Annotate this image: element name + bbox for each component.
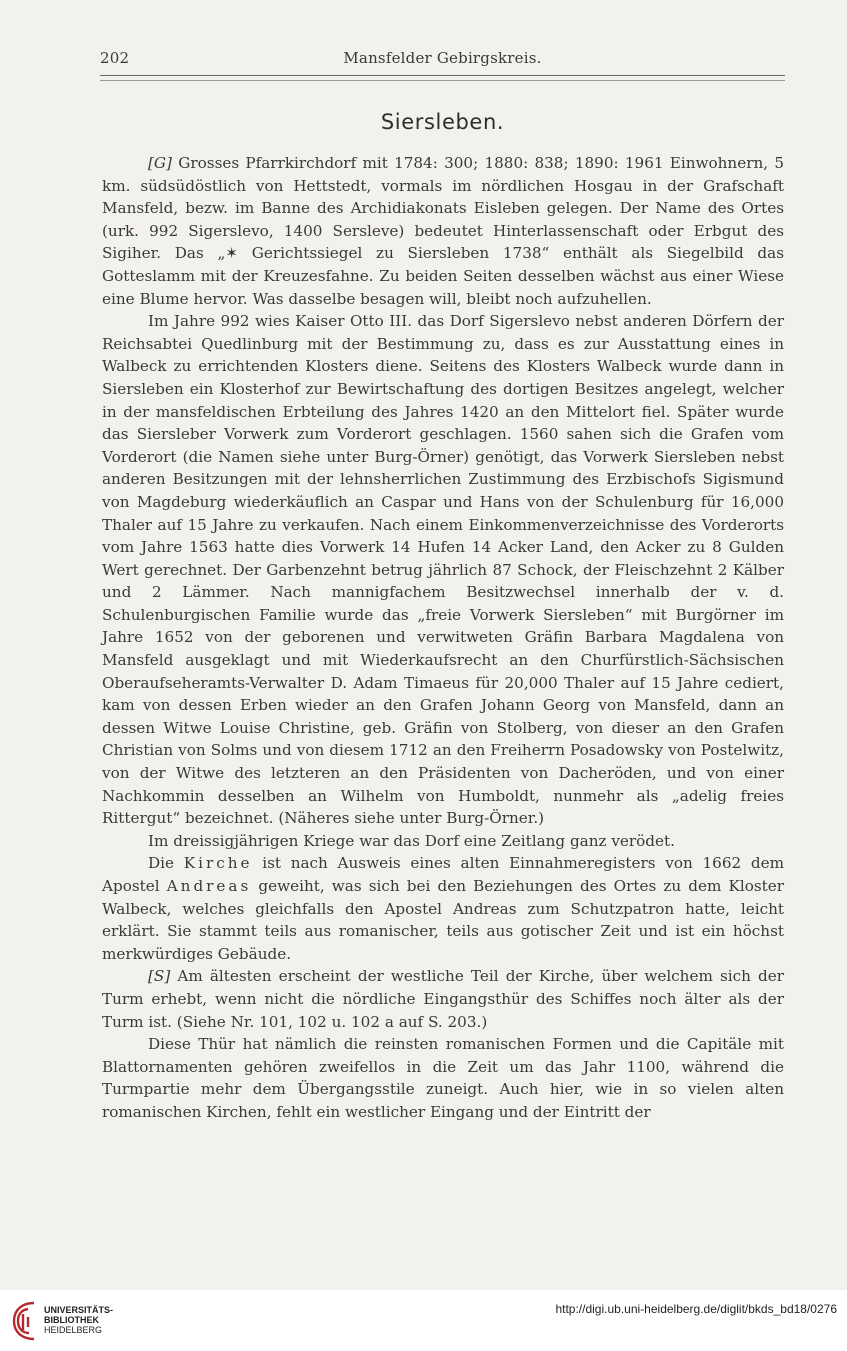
paragraph-5 bbox=[102, 965, 784, 1033]
body-text bbox=[102, 152, 784, 1124]
paragraph-text: Am ältesten erscheint der westliche Teil der Kirche, über welchem sich der Turm erhebt, wenn nicht die nördliche Eingangsthür des Schiffes noch älter als der Turm ist. (Siehe Nr. 101, 102 u. 102 a auf S. 203.) bbox=[102, 967, 785, 1031]
header-rule-top bbox=[100, 75, 785, 76]
paragraph-2 bbox=[102, 310, 784, 830]
paragraph-text: geweiht, was sich bei den Beziehungen des Ortes zu dem Kloster Walbeck, welches gleichfalls den Apostel Andreas zum Schutzpatron hatte, leicht erklärt. Sie stammt teils aus romanischer, teils aus gotischer Zeit und ist ein höchst merkwürdiges Gebäude. bbox=[102, 877, 785, 963]
header-rule-bottom bbox=[100, 80, 785, 81]
paragraph-text: Diese Thür hat nämlich die reinsten romanischen Formen und die Capitäle mit Blattornamenten gehören zweifellos in die Zeit um das Jahr 1100, während die Turmpartie mehr dem Übergangsstile zuneigt. Auch hier, wie in so vielen alten romanischen Kirchen, fehlt ein westlicher Eingang und der Eintritt der bbox=[102, 1035, 784, 1121]
footer-bar bbox=[0, 1290, 847, 1351]
paragraph-text: Die bbox=[148, 854, 175, 873]
section-heading: Siersleben. bbox=[380, 110, 505, 134]
library-name[interactable] bbox=[44, 1305, 113, 1335]
page-number: 202 bbox=[100, 49, 130, 67]
paragraph-3 bbox=[102, 830, 784, 853]
paragraph-4 bbox=[102, 852, 784, 965]
library-name-line: BIBLIOTHEK bbox=[44, 1315, 99, 1325]
paragraph-text: ist nach Ausweis eines alten Einnahmeregisters von 1662 dem Apostel bbox=[102, 854, 784, 895]
paragraph-6 bbox=[102, 1033, 784, 1123]
paragraph-text: Im Jahre 992 wies Kaiser Otto III. das Dorf Sigerslevo nebst anderen Dörfern der Reichsabtei Quedlinburg mit der Bestimmung zu, dass es zur Ausstattung eines in Walbeck zu errichtenden Klosters diene. Seitens des Klosters Walbeck wurde dann in Siersleben ein Klosterhof zur Bewirtschaftung des dortigen Besitzes angelegt, welcher in der mansfeldischen Erbteilung des Jahres 1420 an den Mittelort fiel. Später wurde das Siersleber Vorwerk zum Vorderort geschlagen. 1560 sahen sich die Grafen vom Vorderort (die Namen siehe unter Burg-Örner) genötigt, das Vorwerk Siersleben nebst anderen Besitzungen mit der lehnsherrlichen Zustimmung des Erzbischofs Sigismund von Magdeburg wiederkäuflich an Caspar und Hans von der Schulenburg für 16,000 Thaler auf 15 Jahre zu verkaufen. Nach einem Einkommenverzeichnisse des Vorderorts vom Jahre 1563 hatte dies Vorwerk 14 Hufen 14 Acker Land, den Acker zu 8 Gulden Wert gerechnet. Der Garbenzehnt betrug jährlich 87 Schock, der Fleischzehnt 2 Kälber und 2 Lämmer. Nach mannigfachem Besitzwechsel innerhalb der v. d. Schulenburgischen Familie wurde das „freie Vorwerk Siersleben“ mit Burgörner im Jahre 1652 von der geborenen und verwitweten Gräfin Barbara Magdalena von Mansfeld ausgeklagt und mit Wiederkaufsrecht an den Churfürstlich-Sächsischen Oberaufseheramts-Verwalter D. Adam Timaeus für 20,000 Thaler auf 15 Jahre cediert, kam von dessen Erben wieder an den Grafen Johann Georg von Mansfeld, dann an dessen Witwe Louise Christine, geb. Gräfin von Stolberg, von dieser an den Grafen Christian von Solms und von diesem 1712 an den Freiherrn Posadowsky von Postelwitz, von der Witwe des letzteren an den Präsidenten von Dacheröden, und von einer Nachkommin desselben an Wilhelm von Humboldt, nunmehr als „adelig freies Rittergut“ bezeichnet. (Näheres siehe unter Burg-Örner.) bbox=[102, 312, 784, 828]
library-name-line: UNIVERSITÄTS- bbox=[44, 1305, 114, 1315]
paragraph-1 bbox=[102, 152, 784, 310]
permalink-url[interactable]: http://digi.ub.uni-heidelberg.de/diglit/bkds_bd18/0276 bbox=[555, 1302, 837, 1316]
paragraph-symbol: [S] bbox=[148, 967, 171, 986]
paragraph-text: Grosses Pfarrkirchdorf mit 1784: 300; 1880: 838; 1890: 1961 Einwohnern, 5 km. südsüdöstlich von Hettstedt, vormals im nördlichen Hosgau in der Grafschaft Mansfeld, bezw. im Banne des Archidiakonats Eisleben gelegen. Der Name des Ortes (urk. 992 Sigerslevo, 1400 Sersleve) bedeutet Hinterlassenschaft oder Erbgut des Sigiher. Das „✶ Gerichtssiegel zu Siersleben 1738“ enthält als Siegelbild das Gotteslamm mit der Kreuzesfahne. Zu beiden Seiten desselben wächst aus einer Wiese eine Blume hervor. Was dasselbe besagen will, bleibt noch aufzuhellen. bbox=[102, 154, 784, 308]
emphasis-kirche: Kirche bbox=[183, 854, 253, 873]
paragraph-symbol: [G] bbox=[148, 154, 172, 172]
library-logo-icon[interactable] bbox=[8, 1300, 38, 1342]
emphasis-andreas: Andreas bbox=[166, 877, 252, 895]
library-name-line: HEIDELBERG bbox=[44, 1325, 103, 1335]
paragraph-text: Im dreissigjährigen Kriege war das Dorf eine Zeitlang ganz verödet. bbox=[148, 831, 675, 850]
running-title: Mansfelder Gebirgskreis. bbox=[343, 49, 542, 67]
running-head bbox=[100, 49, 785, 71]
